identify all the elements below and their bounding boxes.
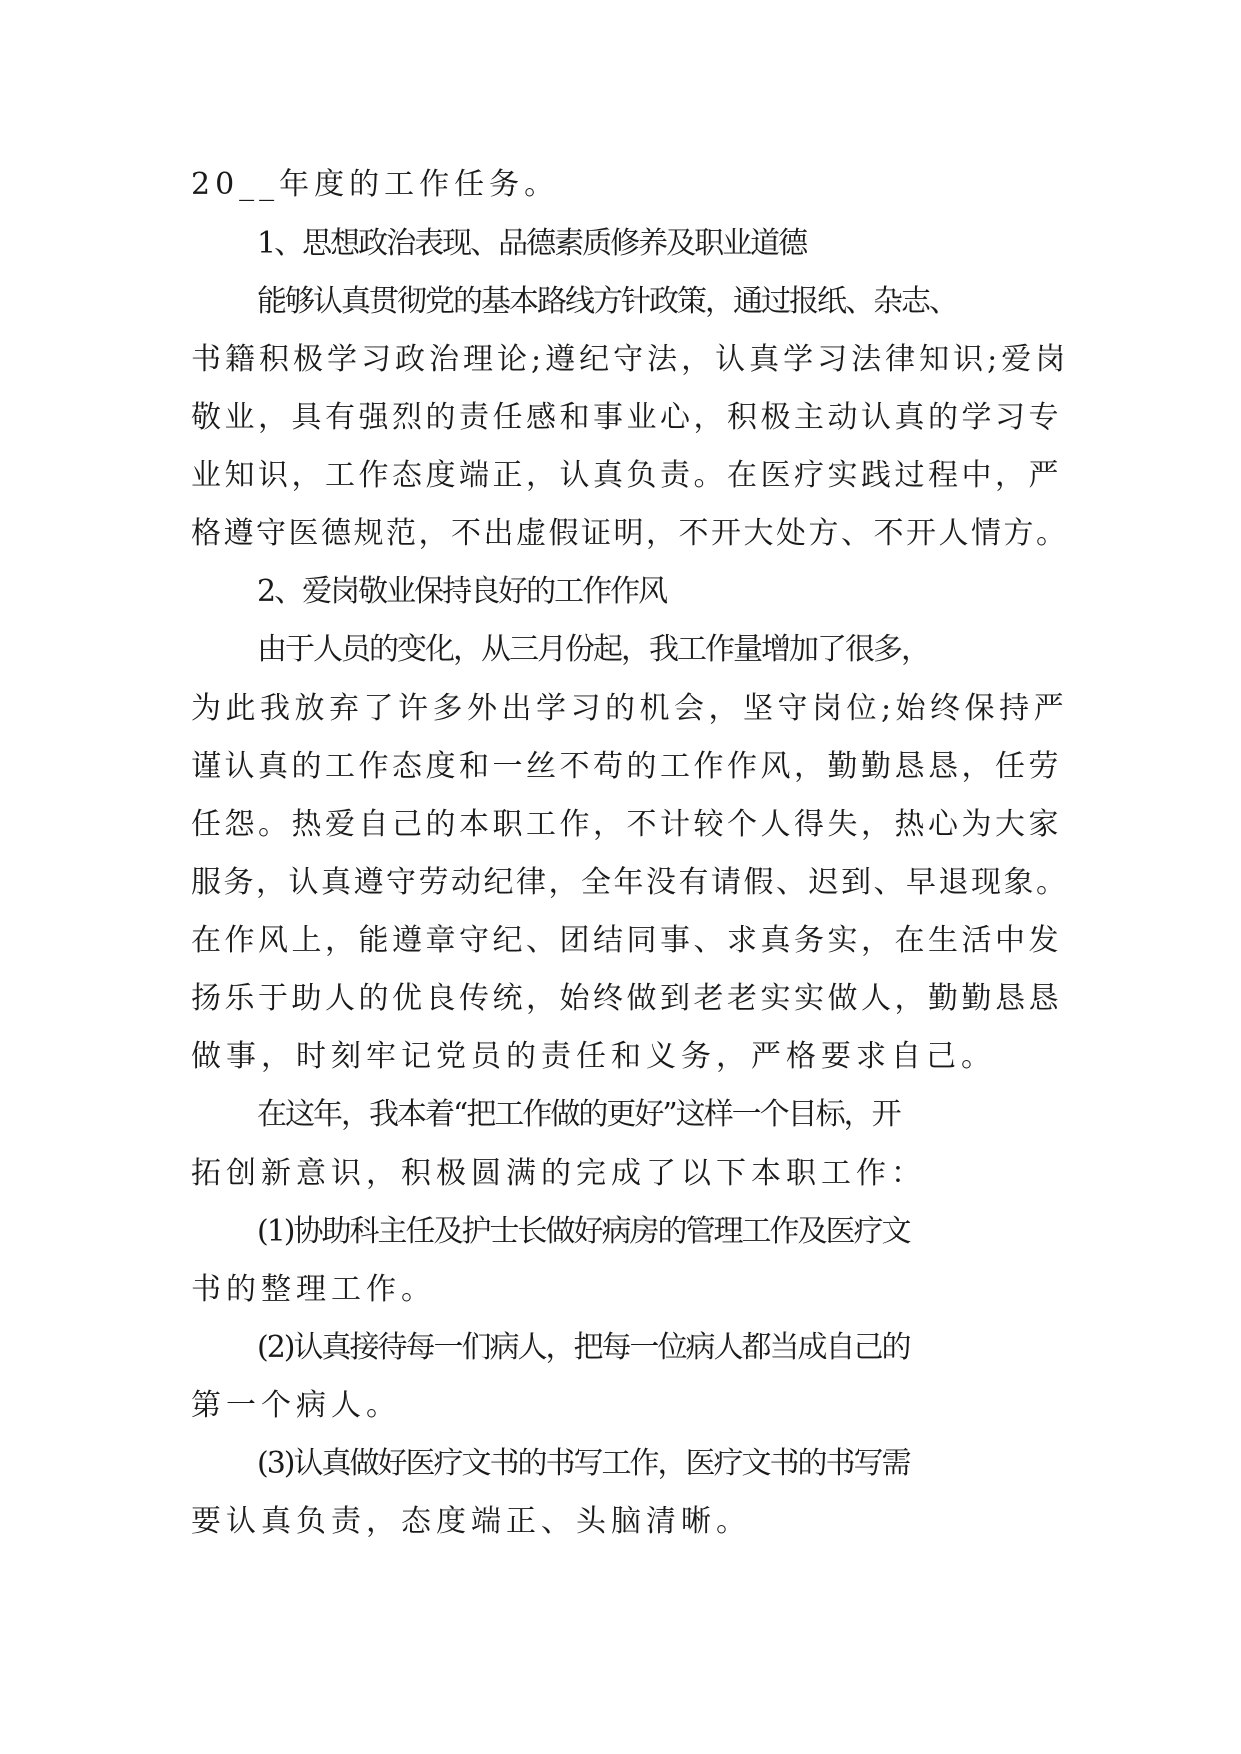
list-item: (3)认真做好医疗文书的书写工作，医疗文书的书写需	[257, 1446, 910, 1481]
text-line: 扬乐于助人的优良传统，始终做到老老实实做人，勤勤恳恳	[191, 981, 1062, 1016]
list-item: (2)认真接待每一们病人，把每一位病人都当成自己的	[257, 1330, 910, 1365]
text-line: 敬业，具有强烈的责任感和事业心，积极主动认真的学习专	[191, 400, 1062, 435]
text-line: 做事，时刻牢记党员的责任和义务，严格要求自己。	[191, 1039, 996, 1074]
text-line: 要认真负责，态度端正、头脑清晰。	[191, 1504, 751, 1539]
list-item: (1)协助科主任及护士长做好病房的管理工作及医疗文	[257, 1214, 910, 1249]
text-line: 格遵守医德规范，不出虚假证明，不开大处方、不开人情方。	[191, 516, 1069, 551]
text-line: 在这年，我本着“把工作做的更好”这样一个目标，开	[257, 1097, 900, 1132]
text-line: 任怨。热爱自己的本职工作，不计较个人得失，热心为大家	[191, 807, 1062, 842]
text-line: 能够认真贯彻党的基本路线方针政策，通过报纸、杂志、	[257, 284, 957, 319]
text-line: 由于人员的变化，从三月份起，我工作量增加了很多，	[257, 632, 929, 667]
text-line: 书的整理工作。	[191, 1272, 436, 1307]
text-line: 拓创新意识，积极圆满的完成了以下本职工作：	[191, 1156, 926, 1191]
text-line: 在作风上，能遵章守纪、团结同事、求真务实，在生活中发	[191, 923, 1062, 958]
text-line: 服务，认真遵守劳动纪律，全年没有请假、迟到、早退现象。	[191, 865, 1069, 900]
text-line: 第一个病人。	[191, 1388, 401, 1423]
text-line: 业知识，工作态度端正，认真负责。在医疗实践过程中，严	[191, 458, 1062, 493]
text-line: 谨认真的工作态度和一丝不苟的工作作风，勤勤恳恳，任劳	[191, 749, 1062, 784]
section-heading: 2、爱岗敬业保持良好的工作作风	[257, 574, 667, 609]
section-heading: 1、思想政治表现、品德素质修养及职业道德	[257, 226, 807, 261]
text-line: 为此我放弃了许多外出学习的机会，坚守岗位;始终保持严	[191, 691, 1069, 726]
text-line: 书籍积极学习政治理论;遵纪守法，认真学习法律知识;爱岗	[191, 342, 1070, 377]
text-line: 20__年度的工作任务。	[191, 167, 560, 202]
